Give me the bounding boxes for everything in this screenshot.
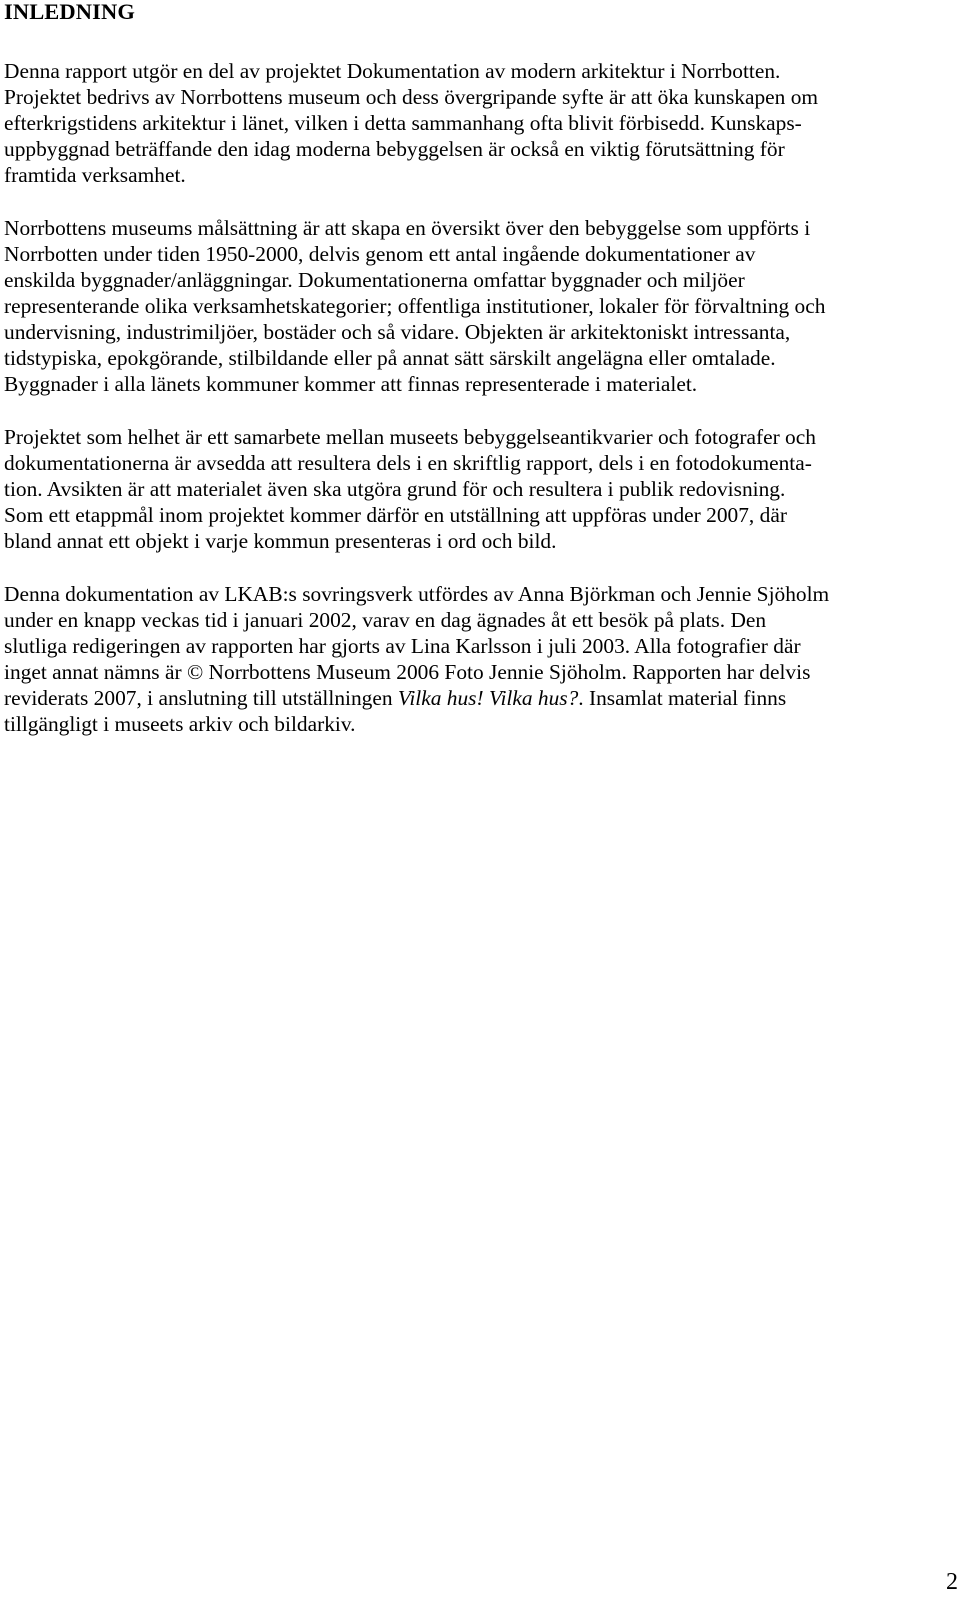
paragraph-4-line-5-end: . Insamlat material finns: [578, 686, 787, 710]
exhibition-title: Vilka hus! Vilka hus?: [397, 686, 579, 710]
paragraph-3-line-4: Som ett etappmål inom projektet kommer därför en utställning att uppföras under 2007, där: [4, 503, 787, 527]
paragraph-4-line-1: Denna dokumentation av LKAB:s sovringsverk utfördes av Anna Björkman och Jennie Sjöholm: [4, 582, 830, 606]
paragraph-4-line-3: slutliga redigeringen av rapporten har gjorts av Lina Karlsson i juli 2003. Alla fotografier där: [4, 634, 801, 658]
paragraph-1-line-2: Projektet bedrivs av Norrbottens museum och dess övergripande syfte är att öka kunskapen om: [4, 85, 819, 109]
paragraph-2-line-3: enskilda byggnader/anläggningar. Dokumentationerna omfattar byggnader och miljöer: [4, 268, 745, 292]
paragraph-4-line-2: under en knapp veckas tid i januari 2002, varav en dag ägnades åt ett besök på plats. Den: [4, 608, 767, 632]
paragraph-1-line-5: framtida verksamhet.: [4, 163, 186, 187]
page-number: 2: [946, 1569, 958, 1595]
paragraph-3-line-1: Projektet som helhet är ett samarbete mellan museets bebyggelseantikvarier och fotografer och: [4, 425, 816, 449]
paragraph-1-line-1: Denna rapport utgör en del av projektet Dokumentation av modern arkitektur i Norrbotten.: [4, 59, 781, 83]
paragraph-3-line-3: tion. Avsikten är att materialet även ska utgöra grund för och resultera i publik redovisning.: [4, 477, 786, 501]
paragraph-2-line-5: undervisning, industrimiljöer, bostäder och så vidare. Objekten är arkitektoniskt intressanta,: [4, 320, 791, 344]
paragraph-2-line-7: Byggnader i alla länets kommuner kommer att finnas representerade i materialet.: [4, 372, 698, 396]
section-heading: INLEDNING: [4, 0, 135, 24]
paragraph-2-line-1: Norrbottens museums målsättning är att skapa en översikt över den bebyggelse som uppförts i: [4, 216, 811, 240]
paragraph-2-line-2: Norrbotten under tiden 1950-2000, delvis genom ett antal ingående dokumentationer av: [4, 242, 756, 266]
paragraph-4-line-6: tillgängligt i museets arkiv och bildarkiv.: [4, 712, 356, 736]
paragraph-2-line-4: representerande olika verksamhetskategorier; offentliga institutioner, lokaler för förvaltning och: [4, 294, 826, 318]
paragraph-2-line-6: tidstypiska, epokgörande, stilbildande eller på annat sätt särskilt angelägna eller omtalade.: [4, 346, 776, 370]
paragraph-4-line-5-text: reviderats 2007, i anslutning till utställningen: [4, 686, 398, 710]
paragraph-1-line-4: uppbyggnad beträffande den idag moderna bebyggelsen är också en viktig förutsättning för: [4, 137, 785, 161]
paragraph-1-line-3: efterkrigstidens arkitektur i länet, vilken i detta sammanhang ofta blivit förbisedd. Kunskaps-: [4, 111, 802, 135]
paragraph-4-line-5: [4, 685, 786, 711]
paragraph-3-line-5: bland annat ett objekt i varje kommun presenteras i ord och bild.: [4, 529, 557, 553]
paragraph-4-line-4: inget annat nämns är © Norrbottens Museum 2006 Foto Jennie Sjöholm. Rapporten har delvis: [4, 660, 811, 684]
paragraph-3-line-2: dokumentationerna är avsedda att resultera dels i en skriftlig rapport, dels i en fotodokumenta-: [4, 451, 812, 475]
